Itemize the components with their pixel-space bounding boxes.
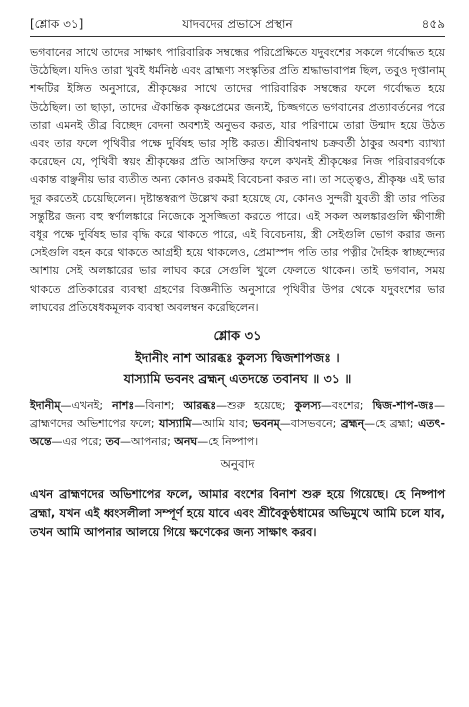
synonym-entry bbox=[112, 399, 183, 412]
synonym-word: ব্রহ্মন্ bbox=[340, 417, 365, 431]
synonym-entry bbox=[30, 399, 112, 412]
synonyms bbox=[30, 397, 445, 452]
translation-paragraph: এখন ব্রাহ্মণদের অভিশাপের ফলে, আমার বংশের বিনাশ শুরু হয়ে গিয়েছে। হে নিষ্পাপ ব্রহ্মা, যখন এই ধ্বংসলীলা সম্পূর্ণ হয়ে যাবে এবং শ্রীবৈকুণ্ঠধামের অভিমুখে আমি চলে যাব, তখন আমি আপনার আলয়ে গিয়ে ক্ষণেকের জন্য সাক্ষাৎ করব। bbox=[30, 487, 445, 540]
synonym-meaning: —এখনই; bbox=[60, 399, 113, 413]
synonym-word: নাশঃ bbox=[112, 399, 135, 413]
purport-paragraph: ভগবানের সাথে তাদের সাক্ষাৎ পারিবারিক সম্বন্ধের পরিপ্রেক্ষিতে যদুবংশের সকলে গর্বোদ্ধত হয়ে উঠেছিল। যদিও তারা খুবই ধর্মনিষ্ঠ এবং ব্রাহ্মণ্য সংস্কৃতির প্রতি শ্রদ্ধাভাবাপন্ন ছিল, তবুও দৃপ্তানাম্ শব্দটির ইঙ্গিত অনুসারে, শ্রীকৃষ্ণের সাথে তাদের পারিবারিক সম্বন্ধের ফলে গর্বোদ্ধত হয়ে উঠেছিল। তা ছাড়া, তাদের ঐকান্তিক কৃষ্ণপ্রেমের জন্যই, চিজ্জগতে ভগবানের প্রত্যাবর্তনের পরে তারা এমনই তীব্র বিচ্ছেদ বেদনা অবশ্যই অনুভব করত, যার পরিণামে তারা উন্মাদ হয়ে উঠত এবং তার ফলে পৃথিবীর পক্ষে দুর্বিষহ ভার সৃষ্টি করত। শ্রীবিশ্বনাথ চক্রবর্তী ঠাকুর অবশ্য ব্যাখ্যা করেছেন যে, পৃথিবী স্বয়ং শ্রীকৃষ্ণের প্রতি আসক্তির ফলে কখনই শ্রীকৃষ্ণের নিজ পরিবারবর্গকে একান্ত বাঞ্ছনীয় ভার ব্যতীত অন্য কোনও রকমই বিবেচনা করত না। তা সত্ত্বেও, শ্রীকৃষ্ণ এই ভার দূর করতেই চেয়েছিলেন। দৃষ্টান্তস্বরূপ উল্লেখ করা হয়েছে যে, কোনও সুন্দরী যুবতী স্ত্রী তার পতির সন্তুষ্টির জন্য বহু স্বর্ণালঙ্কারে নিজেকে সুসজ্জিতা করতে পারে। এই সকল অলঙ্কারগুলি ক্ষীণাঙ্গী বধূর পক্ষে দুর্বিষহ ভার বৃদ্ধি করে থাকতে পারে, এই বিবেচনায়, স্ত্রী সেইগুলি ভোগ করার জন্য সেইগুলি বহন করে থাকতে আগ্রহী হয়ে থাকলেও, প্রেমাস্পদ পতি তার পত্নীর দৈহিক স্বাচ্ছন্দ্যের আশায় সেই অলঙ্কারের ভার লাঘব করে সেগুলি খুলে ফেলতে থাকেন। তাই ভগবান, সময় থাকতে প্রতিকারের ব্যবস্থা গ্রহণের বিজ্ঞনীতি অনুসারে পৃথিবীর উপর থেকে যদুবংশের ভার লাঘবের প্রতিষেধকমূলক ব্যবস্থা অবলম্বন করেছিলেন। bbox=[30, 46, 445, 314]
synonym-entry bbox=[295, 399, 373, 412]
synonym-entry bbox=[174, 435, 258, 448]
synonym-entry bbox=[341, 417, 418, 430]
verse-heading: শ্লোক ৩১ bbox=[213, 329, 262, 345]
synonym-word: দ্বিজ-শাপ-জঃ bbox=[372, 399, 434, 413]
synonym-meaning: —হে ব্রহ্মা; bbox=[364, 417, 418, 431]
synonym-entry bbox=[159, 417, 253, 430]
synonym-meaning: —বিনাশ; bbox=[134, 399, 184, 413]
synonym-meaning: —বংশের; bbox=[320, 399, 373, 413]
verse-line-2: যাস্যামি ভবনং ব্রহ্মন্ এতদন্তে তবানঘ ॥ ৩১ ॥ bbox=[123, 371, 352, 387]
synonym-word: আরব্ধঃ bbox=[183, 399, 217, 413]
synonym-meaning: —আমি যাব; bbox=[191, 417, 253, 431]
synonym-word: এতৎ-অন্তে bbox=[30, 417, 446, 449]
synonym-word: যাস্যামি bbox=[159, 417, 192, 431]
header-rule bbox=[30, 36, 445, 37]
synonym-word: কুলস্য bbox=[294, 399, 321, 413]
synonym-entry bbox=[184, 399, 295, 412]
synonym-entry bbox=[106, 435, 175, 448]
page-body bbox=[30, 44, 445, 554]
synonym-entry bbox=[253, 417, 341, 430]
synonym-meaning: —বাসভবনে; bbox=[279, 417, 341, 431]
synonym-meaning: —আপনার; bbox=[119, 435, 175, 449]
synonym-word: তব bbox=[105, 435, 120, 449]
synonym-meaning: —এর পরে; bbox=[51, 435, 106, 449]
chapter-title: যাদবদের প্রভাসে প্রস্থান bbox=[182, 17, 293, 31]
translation-heading: অনুবাদ bbox=[220, 456, 255, 471]
running-header bbox=[30, 16, 445, 36]
synonym-word: ভবনম্ bbox=[252, 417, 280, 431]
synonym-word: অনঘ bbox=[174, 435, 198, 449]
synonym-meaning: —ব্রাহ্মণদের অভিশাপের ফলে; bbox=[30, 399, 445, 431]
verse-line-1: ইদানীং নাশ আরব্ধঃ কুলস্য দ্বিজশাপজঃ । bbox=[135, 350, 340, 366]
synonym-word: ইদানীম্ bbox=[30, 399, 61, 413]
page-number: ৪৫৯ bbox=[421, 17, 445, 31]
verse-reference: [শ্লোক ৩১] bbox=[30, 17, 84, 31]
synonym-meaning: —হে নিষ্পাপ। bbox=[197, 435, 259, 449]
synonym-meaning: —শুরু হয়েছে; bbox=[216, 399, 295, 413]
